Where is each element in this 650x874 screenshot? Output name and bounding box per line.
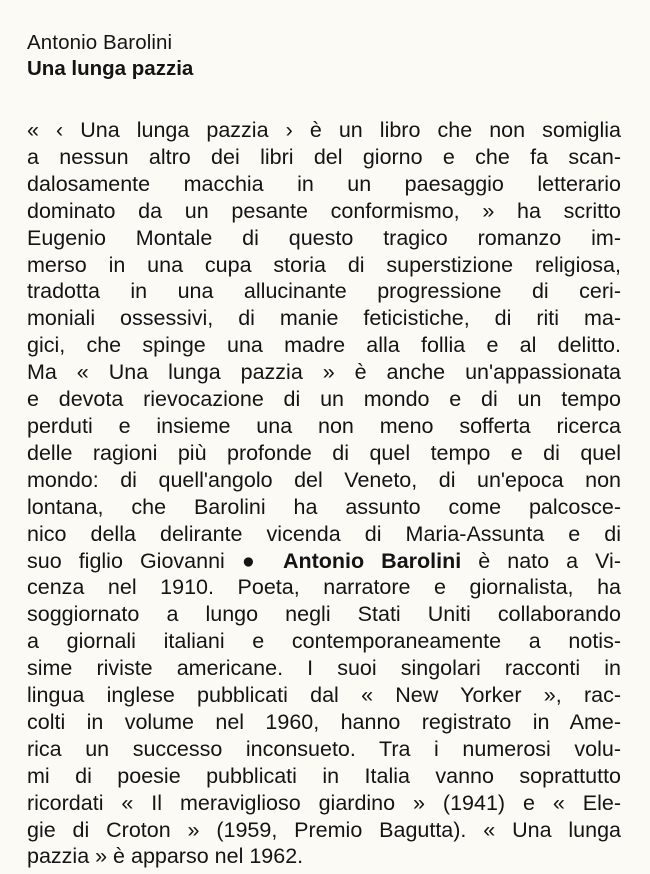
blurb-line: mondo: di quell'angolo del Veneto, di un'epoca non — [27, 467, 621, 492]
blurb-line-post: è nato a Vi- — [461, 548, 621, 573]
blurb-line-pre: suo figlio Giovanni ● — [27, 548, 283, 573]
author-name: Antonio Barolini — [27, 31, 173, 54]
blurb-line: cenza nel 1910. Poeta, narratore e giornalista, ha — [27, 575, 621, 600]
blurb-line: moniali ossessivi, di manie feticistiche, di riti ma- — [27, 306, 621, 331]
blurb-line: gici, che spinge una madre alla follia e al delitto. — [27, 333, 621, 358]
blurb-line: perduti e insieme una non meno sofferta ricerca — [27, 413, 621, 438]
blurb-line: e devota rievocazione di un mondo e di un tempo — [27, 387, 621, 412]
blurb-line: soggiornato a lungo negli Stati Uniti collaborando — [27, 602, 621, 627]
blurb-line: Eugenio Montale di questo tragico romanzo im- — [27, 225, 621, 250]
blurb-line: dominato da un pesante conformismo, » ha scritto — [27, 198, 621, 223]
blurb-line: dalosamente macchia in un paesaggio letterario — [27, 171, 621, 196]
book-title: Una lunga pazzia — [27, 57, 194, 80]
blurb-line: a nessun altro dei libri del giorno e che fa scan- — [27, 144, 621, 169]
blurb-line: Ma « Una lunga pazzia » è anche un'appassionata — [27, 360, 621, 385]
blurb-line: « ‹ Una lunga pazzia › è un libro che non somiglia — [27, 118, 621, 142]
blurb-line: delle ragioni più profonde di quel tempo e di quel — [27, 440, 621, 465]
blurb-line: a giornali italiani e contemporaneamente a notis- — [27, 629, 621, 654]
blurb-line: ricordati « Il meraviglioso giardino » (1941) e « Ele- — [27, 790, 621, 815]
blurb-text — [27, 117, 622, 870]
blurb-line: gie di Croton » (1959, Premio Bagutta). « Una lunga — [27, 817, 621, 842]
blurb-line: colti in volume nel 1960, hanno registrato in Ame- — [27, 709, 621, 734]
blurb-line: sime riviste americane. I suoi singolari racconti in — [27, 656, 621, 681]
blurb-line: merso in una cupa storia di superstizione religiosa, — [27, 252, 621, 277]
blurb-line: lontana, che Barolini ha assunto come palcosce- — [27, 494, 621, 519]
blurb-line: nico della delirante vicenda di Maria-Assunta e di — [27, 521, 621, 546]
blurb-line-author-intro — [27, 548, 621, 575]
blurb-line: mi di poesie pubblicati in Italia vanno soprattutto — [27, 763, 621, 788]
blurb-line: lingua inglese pubblicati dal « New Yorker », rac- — [27, 683, 621, 708]
blurb-line: tradotta in una allucinante progressione di ceri- — [27, 279, 621, 304]
blurb-line-last: pazzia » è apparso nel 1962. — [27, 844, 304, 869]
author-name-inline: Antonio Barolini — [282, 548, 462, 573]
blurb-line: rica un successo inconsueto. Tra i numerosi volu- — [27, 736, 621, 761]
